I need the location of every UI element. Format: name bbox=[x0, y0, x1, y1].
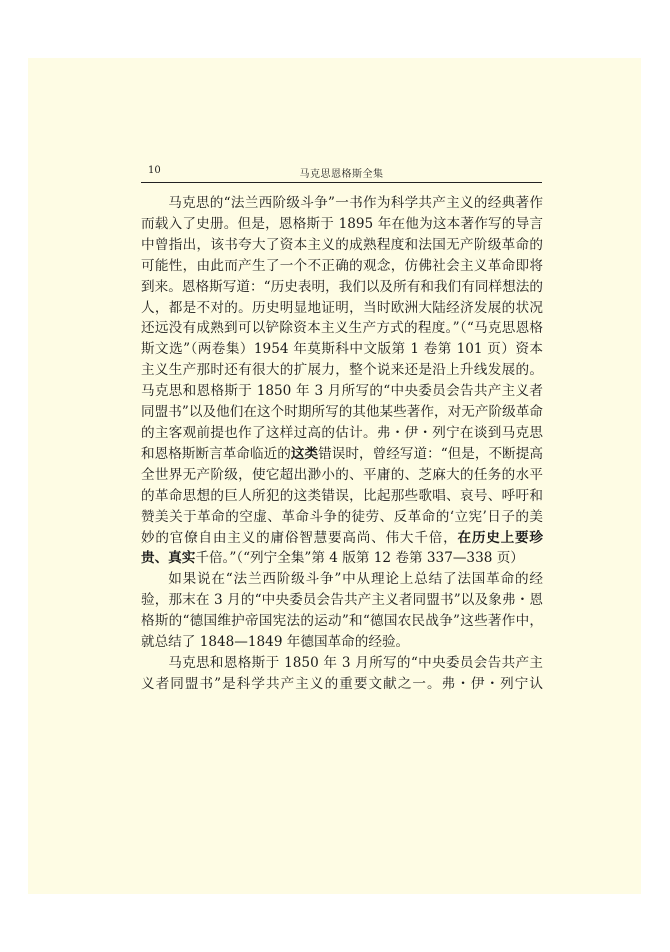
emphasis-precious-true: 在历史上要珍贵、真实 bbox=[141, 529, 544, 567]
page-header bbox=[141, 162, 542, 183]
paragraph-1-part-2: 错误时，曾经写道：“但是，不断提高全世界无产阶级，使它超出渺小的、平庸的、芝麻大的任务的水平的革命思想的巨人所犯的这类错误，比起那些歌唱、哀号、呼吁和赞美关于革命的空虚、革命斗争的徒劳、反革命的‘立宪’日子的美妙的官僚自由主义的庸俗智慧要高尚、伟大千倍， bbox=[141, 445, 544, 546]
running-title: 马克思恩格斯全集 bbox=[299, 169, 384, 180]
paragraph-1-part-1: 马克思的“法兰西阶级斗争”一书作为科学共产主义的经典著作而载入了史册。但是，恩格斯于 1895 年在他为这本著作写的导言中曾指出，该书夸大了资本主义的成熟程度和法国无产阶级革命的可能性，由此而产生了一个不正确的观念，仿佛社会主义革命即将到来。恩格斯写道：“历史表明，我们以及所有和我们有同样想法的人，都是不对的。历史明显地证明，当时欧洲大陆经济发展的状况还远没有成熟到可以铲除资本主义生产方式的程度。”（“马克思恩格斯文选”（两卷集）1954 年莫斯科中文版第 1 卷第 101 页）资本主义生产那时还有很大的扩展力，整个说来还是沿上升线发展的。马克思和恩格斯于 1850 年 3 月所写的“中央委员会告共产主义者同盟书”以及他们在这个时期所写的其他某些著作，对无产阶级革命的主客观前提也作了这样过高的估计。弗・伊・列宁在谈到马克思和恩格斯断言革命临近的 bbox=[141, 195, 543, 462]
body-text bbox=[141, 193, 543, 695]
page-number: 10 bbox=[148, 165, 161, 176]
emphasis-this-kind: 这类 bbox=[290, 445, 319, 462]
paragraph-1-part-3: 千倍。”（“列宁全集”第 4 版第 12 卷第 337—338 页） bbox=[195, 550, 524, 567]
paragraph-3: 马克思和恩格斯于 1850 年 3 月所写的“中央委员会告共产主义者同盟书”是科学共产主义的重要文献之一。弗・伊・列宁认 bbox=[141, 654, 543, 692]
paragraph-1 bbox=[141, 193, 543, 569]
paragraph-2: 如果说在“法兰西阶级斗争”中从理论上总结了法国革命的经验，那末在 3 月的“中央委员会告共产主义者同盟书”以及象弗・恩格斯的“德国维护帝国宪法的运动”和“德国农民战争”这些著作中，就总结了 1848—1849 年德国革命的经验。 bbox=[141, 571, 543, 651]
